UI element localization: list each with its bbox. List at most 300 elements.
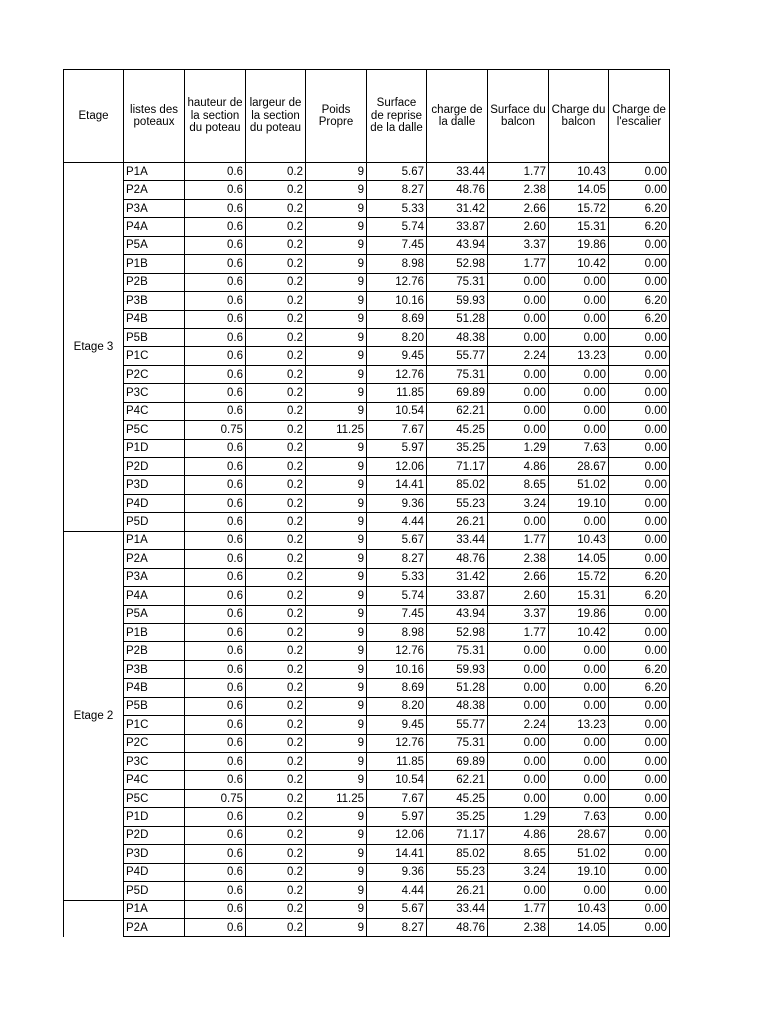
value-cell: 48.38 <box>427 697 488 715</box>
value-cell: 0.00 <box>549 292 609 310</box>
header-charge-escalier: Charge de l'escalier <box>609 70 670 163</box>
value-cell: 13.23 <box>549 716 609 734</box>
value-cell: 52.98 <box>427 255 488 273</box>
poteau-name-cell: P5D <box>124 882 185 900</box>
value-cell: 48.76 <box>427 550 488 568</box>
poteau-name-cell: P3B <box>124 292 185 310</box>
value-cell: 0.00 <box>549 697 609 715</box>
value-cell: 0.2 <box>246 568 306 586</box>
value-cell: 9 <box>306 605 367 623</box>
value-cell: 0.00 <box>488 292 549 310</box>
value-cell: 19.86 <box>549 236 609 254</box>
value-cell: 0.00 <box>609 513 670 531</box>
value-cell: 0.6 <box>185 642 246 660</box>
value-cell: 9 <box>306 439 367 457</box>
value-cell: 0.2 <box>246 660 306 678</box>
value-cell: 15.72 <box>549 199 609 217</box>
value-cell: 7.63 <box>549 808 609 826</box>
value-cell: 0.2 <box>246 439 306 457</box>
value-cell: 9 <box>306 458 367 476</box>
value-cell: 5.97 <box>367 439 427 457</box>
value-cell: 0.00 <box>609 255 670 273</box>
value-cell: 0.2 <box>246 310 306 328</box>
table-body <box>64 163 670 937</box>
header-charge-balcon: Charge du balcon <box>549 70 609 163</box>
value-cell: 1.77 <box>488 163 549 181</box>
table-row <box>64 882 670 900</box>
value-cell: 48.76 <box>427 918 488 936</box>
value-cell: 0.6 <box>185 513 246 531</box>
value-cell: 0.6 <box>185 568 246 586</box>
value-cell: 0.6 <box>185 587 246 605</box>
value-cell: 0.00 <box>609 421 670 439</box>
value-cell: 0.00 <box>609 236 670 254</box>
value-cell: 8.20 <box>367 697 427 715</box>
value-cell: 0.00 <box>488 384 549 402</box>
value-cell: 0.00 <box>609 494 670 512</box>
value-cell: 10.54 <box>367 771 427 789</box>
value-cell: 0.00 <box>609 476 670 494</box>
poteau-name-cell: P1A <box>124 900 185 918</box>
value-cell: 26.21 <box>427 882 488 900</box>
value-cell: 8.20 <box>367 328 427 346</box>
value-cell: 0.6 <box>185 863 246 881</box>
value-cell: 75.31 <box>427 734 488 752</box>
value-cell: 1.29 <box>488 808 549 826</box>
poteau-name-cell: P5D <box>124 513 185 531</box>
value-cell: 0.2 <box>246 494 306 512</box>
table-row <box>64 660 670 678</box>
value-cell: 0.2 <box>246 789 306 807</box>
table-row <box>64 716 670 734</box>
header-surface-dalle: Surface de reprise de la dalle <box>367 70 427 163</box>
value-cell: 0.00 <box>609 605 670 623</box>
table-row <box>64 328 670 346</box>
value-cell: 1.77 <box>488 900 549 918</box>
header-poteaux: listes des poteaux <box>124 70 185 163</box>
table-row <box>64 734 670 752</box>
value-cell: 5.74 <box>367 218 427 236</box>
poteau-name-cell: P4B <box>124 310 185 328</box>
value-cell: 9 <box>306 181 367 199</box>
poteau-name-cell: P3B <box>124 660 185 678</box>
value-cell: 43.94 <box>427 605 488 623</box>
value-cell: 48.76 <box>427 181 488 199</box>
value-cell: 8.98 <box>367 623 427 641</box>
value-cell: 0.6 <box>185 218 246 236</box>
value-cell: 9 <box>306 660 367 678</box>
value-cell: 0.00 <box>549 734 609 752</box>
value-cell: 0.2 <box>246 292 306 310</box>
value-cell: 10.16 <box>367 660 427 678</box>
value-cell: 7.45 <box>367 236 427 254</box>
table-row <box>64 292 670 310</box>
value-cell: 1.29 <box>488 439 549 457</box>
value-cell: 9.36 <box>367 863 427 881</box>
value-cell: 0.6 <box>185 531 246 549</box>
poteau-name-cell: P2D <box>124 458 185 476</box>
value-cell: 0.00 <box>549 402 609 420</box>
value-cell: 0.6 <box>185 697 246 715</box>
value-cell: 0.2 <box>246 716 306 734</box>
poteau-name-cell: P1A <box>124 163 185 181</box>
value-cell: 0.6 <box>185 255 246 273</box>
table-row <box>64 753 670 771</box>
value-cell: 11.85 <box>367 384 427 402</box>
poteau-name-cell: P2D <box>124 826 185 844</box>
table-row <box>64 568 670 586</box>
poteau-name-cell: P3C <box>124 753 185 771</box>
poteau-name-cell: P5B <box>124 328 185 346</box>
value-cell: 0.00 <box>609 716 670 734</box>
value-cell: 0.00 <box>488 513 549 531</box>
table-row <box>64 494 670 512</box>
value-cell: 0.6 <box>185 753 246 771</box>
value-cell: 9 <box>306 218 367 236</box>
table-row <box>64 845 670 863</box>
value-cell: 0.6 <box>185 328 246 346</box>
value-cell: 9 <box>306 882 367 900</box>
value-cell: 0.00 <box>549 789 609 807</box>
value-cell: 9 <box>306 328 367 346</box>
value-cell: 3.37 <box>488 605 549 623</box>
value-cell: 0.2 <box>246 255 306 273</box>
value-cell: 12.06 <box>367 826 427 844</box>
value-cell: 0.00 <box>488 789 549 807</box>
value-cell: 0.2 <box>246 199 306 217</box>
value-cell: 2.66 <box>488 568 549 586</box>
value-cell: 0.00 <box>609 697 670 715</box>
poteau-name-cell: P2B <box>124 642 185 660</box>
value-cell: 7.67 <box>367 421 427 439</box>
value-cell: 10.43 <box>549 531 609 549</box>
value-cell: 0.00 <box>488 771 549 789</box>
value-cell: 12.76 <box>367 365 427 383</box>
poteau-name-cell: P3D <box>124 476 185 494</box>
value-cell: 7.63 <box>549 439 609 457</box>
value-cell: 0.6 <box>185 402 246 420</box>
value-cell: 9 <box>306 550 367 568</box>
value-cell: 0.2 <box>246 826 306 844</box>
value-cell: 10.43 <box>549 900 609 918</box>
value-cell: 0.00 <box>549 513 609 531</box>
value-cell: 26.21 <box>427 513 488 531</box>
value-cell: 0.6 <box>185 292 246 310</box>
value-cell: 0.00 <box>549 365 609 383</box>
value-cell: 33.87 <box>427 587 488 605</box>
value-cell: 0.2 <box>246 753 306 771</box>
value-cell: 12.76 <box>367 734 427 752</box>
value-cell: 9 <box>306 163 367 181</box>
value-cell: 0.00 <box>549 273 609 291</box>
value-cell: 9 <box>306 679 367 697</box>
value-cell: 8.98 <box>367 255 427 273</box>
value-cell: 0.75 <box>185 789 246 807</box>
value-cell: 9 <box>306 900 367 918</box>
value-cell: 0.00 <box>609 181 670 199</box>
value-cell: 2.60 <box>488 587 549 605</box>
value-cell: 0.00 <box>549 310 609 328</box>
table-row <box>64 587 670 605</box>
value-cell: 0.6 <box>185 199 246 217</box>
value-cell: 4.86 <box>488 458 549 476</box>
value-cell: 15.31 <box>549 218 609 236</box>
value-cell: 31.42 <box>427 199 488 217</box>
table-row <box>64 310 670 328</box>
value-cell: 71.17 <box>427 458 488 476</box>
value-cell: 28.67 <box>549 826 609 844</box>
poteau-name-cell: P1A <box>124 531 185 549</box>
table-row <box>64 273 670 291</box>
value-cell: 0.00 <box>609 808 670 826</box>
value-cell: 0.6 <box>185 494 246 512</box>
value-cell: 5.67 <box>367 900 427 918</box>
value-cell: 0.00 <box>609 273 670 291</box>
value-cell: 0.00 <box>609 753 670 771</box>
value-cell: 0.00 <box>609 734 670 752</box>
value-cell: 8.27 <box>367 918 427 936</box>
value-cell: 9.45 <box>367 716 427 734</box>
table-row <box>64 697 670 715</box>
value-cell: 0.2 <box>246 218 306 236</box>
value-cell: 0.00 <box>488 660 549 678</box>
value-cell: 0.2 <box>246 623 306 641</box>
poteau-name-cell: P1D <box>124 439 185 457</box>
value-cell: 0.00 <box>549 660 609 678</box>
value-cell: 2.24 <box>488 347 549 365</box>
value-cell: 0.2 <box>246 365 306 383</box>
value-cell: 12.76 <box>367 273 427 291</box>
value-cell: 0.00 <box>609 402 670 420</box>
value-cell: 0.00 <box>488 753 549 771</box>
value-cell: 14.05 <box>549 550 609 568</box>
value-cell: 0.6 <box>185 826 246 844</box>
table-row <box>64 808 670 826</box>
value-cell: 0.00 <box>609 789 670 807</box>
value-cell: 0.6 <box>185 808 246 826</box>
value-cell: 6.20 <box>609 292 670 310</box>
value-cell: 9 <box>306 513 367 531</box>
value-cell: 9 <box>306 255 367 273</box>
etage-label: Etage 2 <box>64 531 124 900</box>
value-cell: 0.2 <box>246 882 306 900</box>
value-cell: 9 <box>306 476 367 494</box>
poteau-name-cell: P4B <box>124 679 185 697</box>
value-cell: 10.42 <box>549 623 609 641</box>
value-cell: 6.20 <box>609 679 670 697</box>
table-row <box>64 439 670 457</box>
table-row <box>64 255 670 273</box>
table-row <box>64 476 670 494</box>
value-cell: 0.2 <box>246 236 306 254</box>
value-cell: 5.33 <box>367 199 427 217</box>
value-cell: 0.2 <box>246 181 306 199</box>
value-cell: 9 <box>306 753 367 771</box>
header-row <box>64 70 670 163</box>
value-cell: 2.60 <box>488 218 549 236</box>
value-cell: 11.25 <box>306 421 367 439</box>
value-cell: 69.89 <box>427 384 488 402</box>
poteau-name-cell: P2C <box>124 734 185 752</box>
header-poids-propre: Poids Propre <box>306 70 367 163</box>
value-cell: 0.2 <box>246 476 306 494</box>
value-cell: 0.6 <box>185 660 246 678</box>
table-row <box>64 900 670 918</box>
value-cell: 0.00 <box>609 550 670 568</box>
poteau-name-cell: P1B <box>124 623 185 641</box>
value-cell: 2.66 <box>488 199 549 217</box>
value-cell: 33.44 <box>427 531 488 549</box>
value-cell: 0.6 <box>185 771 246 789</box>
value-cell: 85.02 <box>427 476 488 494</box>
value-cell: 9.36 <box>367 494 427 512</box>
value-cell: 0.00 <box>488 882 549 900</box>
poteau-name-cell: P2B <box>124 273 185 291</box>
value-cell: 10.54 <box>367 402 427 420</box>
value-cell: 0.6 <box>185 900 246 918</box>
value-cell: 51.28 <box>427 310 488 328</box>
value-cell: 0.2 <box>246 421 306 439</box>
table-row <box>64 365 670 383</box>
value-cell: 55.23 <box>427 863 488 881</box>
value-cell: 0.6 <box>185 439 246 457</box>
value-cell: 6.20 <box>609 568 670 586</box>
value-cell: 33.44 <box>427 900 488 918</box>
poteau-name-cell: P4A <box>124 218 185 236</box>
poteau-name-cell: P5B <box>124 697 185 715</box>
value-cell: 0.00 <box>609 163 670 181</box>
value-cell: 31.42 <box>427 568 488 586</box>
value-cell: 9 <box>306 384 367 402</box>
table-row <box>64 550 670 568</box>
value-cell: 0.6 <box>185 310 246 328</box>
value-cell: 0.2 <box>246 550 306 568</box>
value-cell: 8.27 <box>367 181 427 199</box>
header-charge-dalle: charge de la dalle <box>427 70 488 163</box>
value-cell: 8.27 <box>367 550 427 568</box>
value-cell: 0.00 <box>609 900 670 918</box>
value-cell: 0.00 <box>549 328 609 346</box>
value-cell: 0.2 <box>246 458 306 476</box>
value-cell: 3.37 <box>488 236 549 254</box>
etage-label <box>64 900 124 937</box>
value-cell: 0.6 <box>185 236 246 254</box>
value-cell: 0.00 <box>609 328 670 346</box>
value-cell: 0.00 <box>609 439 670 457</box>
header-etage: Etage <box>64 70 124 163</box>
table-row <box>64 642 670 660</box>
poteau-name-cell: P1D <box>124 808 185 826</box>
value-cell: 9 <box>306 863 367 881</box>
poteau-name-cell: P1C <box>124 347 185 365</box>
value-cell: 2.38 <box>488 918 549 936</box>
value-cell: 0.6 <box>185 550 246 568</box>
value-cell: 33.44 <box>427 163 488 181</box>
value-cell: 9 <box>306 236 367 254</box>
value-cell: 9.45 <box>367 347 427 365</box>
table-row <box>64 826 670 844</box>
value-cell: 14.41 <box>367 845 427 863</box>
value-cell: 2.38 <box>488 550 549 568</box>
value-cell: 0.6 <box>185 734 246 752</box>
value-cell: 0.00 <box>488 679 549 697</box>
value-cell: 9 <box>306 771 367 789</box>
value-cell: 0.2 <box>246 384 306 402</box>
value-cell: 14.41 <box>367 476 427 494</box>
value-cell: 6.20 <box>609 587 670 605</box>
value-cell: 0.00 <box>488 642 549 660</box>
value-cell: 0.00 <box>488 365 549 383</box>
table-row <box>64 163 670 181</box>
value-cell: 0.00 <box>609 918 670 936</box>
value-cell: 35.25 <box>427 439 488 457</box>
value-cell: 0.2 <box>246 771 306 789</box>
value-cell: 0.6 <box>185 679 246 697</box>
value-cell: 10.42 <box>549 255 609 273</box>
value-cell: 0.6 <box>185 476 246 494</box>
table-row <box>64 513 670 531</box>
table-row <box>64 236 670 254</box>
value-cell: 0.2 <box>246 347 306 365</box>
value-cell: 0.00 <box>488 421 549 439</box>
value-cell: 10.16 <box>367 292 427 310</box>
value-cell: 0.6 <box>185 882 246 900</box>
value-cell: 0.6 <box>185 273 246 291</box>
value-cell: 5.97 <box>367 808 427 826</box>
value-cell: 9 <box>306 402 367 420</box>
value-cell: 0.2 <box>246 273 306 291</box>
table-row <box>64 789 670 807</box>
poteau-name-cell: P4C <box>124 771 185 789</box>
value-cell: 0.6 <box>185 716 246 734</box>
value-cell: 0.00 <box>609 623 670 641</box>
table-row <box>64 531 670 549</box>
value-cell: 0.2 <box>246 697 306 715</box>
value-cell: 0.2 <box>246 328 306 346</box>
value-cell: 5.67 <box>367 531 427 549</box>
value-cell: 0.2 <box>246 863 306 881</box>
value-cell: 10.43 <box>549 163 609 181</box>
value-cell: 0.2 <box>246 679 306 697</box>
poteau-name-cell: P1B <box>124 255 185 273</box>
value-cell: 51.02 <box>549 845 609 863</box>
value-cell: 9 <box>306 365 367 383</box>
value-cell: 0.00 <box>488 734 549 752</box>
value-cell: 1.77 <box>488 531 549 549</box>
value-cell: 9 <box>306 826 367 844</box>
value-cell: 0.00 <box>609 642 670 660</box>
value-cell: 0.00 <box>609 863 670 881</box>
poteau-name-cell: P4D <box>124 494 185 512</box>
value-cell: 55.77 <box>427 347 488 365</box>
value-cell: 0.6 <box>185 605 246 623</box>
value-cell: 14.05 <box>549 181 609 199</box>
value-cell: 0.00 <box>549 679 609 697</box>
poteaux-table <box>63 69 670 937</box>
value-cell: 0.00 <box>488 697 549 715</box>
table-row <box>64 421 670 439</box>
table-row <box>64 199 670 217</box>
value-cell: 4.86 <box>488 826 549 844</box>
table-row <box>64 347 670 365</box>
value-cell: 9 <box>306 199 367 217</box>
value-cell: 35.25 <box>427 808 488 826</box>
value-cell: 9 <box>306 494 367 512</box>
value-cell: 8.65 <box>488 476 549 494</box>
table-row <box>64 623 670 641</box>
value-cell: 19.10 <box>549 494 609 512</box>
value-cell: 0.6 <box>185 347 246 365</box>
